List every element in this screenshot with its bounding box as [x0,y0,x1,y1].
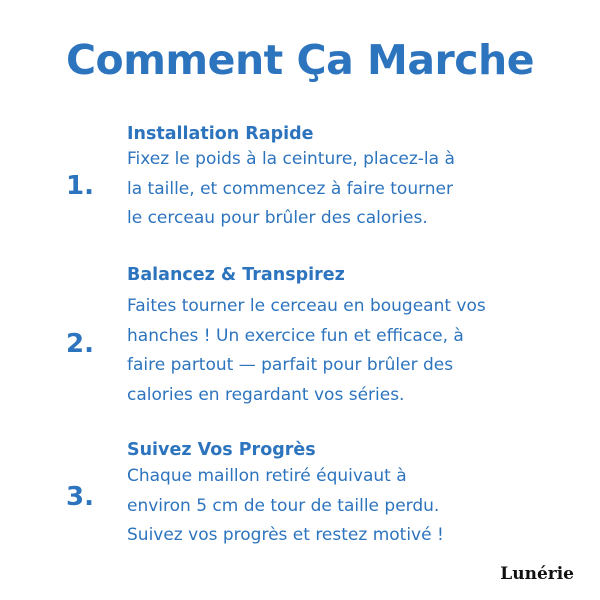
step-heading-1: Installation Rapide [127,124,314,144]
step-1-line-3: le cerceau pour brûler des calories. [127,208,428,228]
step-number-3: 3. [66,482,94,512]
step-number-2: 2. [66,329,94,359]
step-3-line-3: Suivez vos progrès et restez motivé ! [127,525,444,545]
page-title: Comment Ça Marche [65,36,535,84]
step-3-line-1: Chaque maillon retiré équivaut à [127,466,407,486]
step-3-line-2: environ 5 cm de tour de taille perdu. [127,495,440,516]
step-2-line-4: calories en regardant vos séries. [127,384,405,405]
step-heading-2: Balancez & Transpirez [127,265,345,285]
brand-logo: Lunérie [500,564,574,584]
step-body-3 [127,462,444,551]
step-2-line-2: hanches ! Un exercice fun et efficace, à [127,325,464,346]
step-body-1 [127,145,455,234]
step-2-line-3: faire partout — parfait pour brûler des [127,355,454,375]
step-number-1: 1. [66,171,94,201]
step-1-line-2: la taille, et commencez à faire tourner [127,178,454,199]
step-2-line-1: Faites tourner le cerceau en bougeant vos [127,296,486,316]
step-body-2 [127,292,486,410]
step-heading-3: Suivez Vos Progrès [127,440,316,460]
step-1-line-1: Fixez le poids à la ceinture, placez-la à [127,149,455,169]
